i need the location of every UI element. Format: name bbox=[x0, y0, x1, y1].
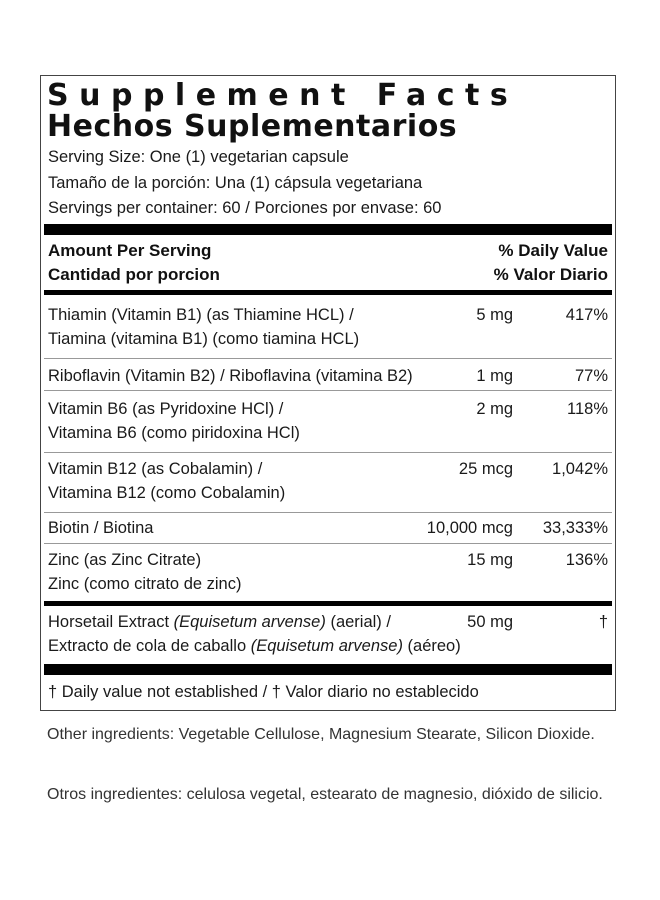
nutrient-name: Horsetail Extract (Equisetum arvense) (aerial) / Extracto de cola de caballo (Equisetum arvense) (aéreo) bbox=[48, 613, 461, 655]
other-ingredients-spanish: Otros ingredientes: celulosa vegetal, estearato de magnesio, dióxido de silicio. bbox=[47, 786, 603, 803]
nutrient-daily-value: 136% bbox=[565, 551, 608, 569]
nutrient-name: Zinc (as Zinc Citrate) Zinc (como citrato de zinc) bbox=[48, 551, 242, 593]
row-divider bbox=[44, 452, 612, 453]
cantidad-header: Cantidad por porcion bbox=[48, 265, 220, 284]
valor-diario-header: % Valor Diario bbox=[493, 265, 608, 284]
nutrient-amount: 10,000 mcg bbox=[426, 519, 513, 537]
nutrient-name: Thiamin (Vitamin B1) (as Thiamine HCL) / Tiamina (vitamina B1) (como tiamina HCL) bbox=[48, 306, 360, 348]
title-english: Supplement Facts bbox=[47, 78, 519, 113]
serving-size-spanish: Tamaño de la porción: Una (1) cápsula vegetariana bbox=[48, 174, 423, 192]
supplement-facts-panel bbox=[40, 75, 616, 711]
nutrient-name: Biotin / Biotina bbox=[48, 519, 154, 537]
medium-divider bbox=[44, 290, 612, 295]
row-divider bbox=[44, 512, 612, 513]
serving-size-english: Serving Size: One (1) vegetarian capsule bbox=[48, 148, 349, 166]
nutrient-daily-value: 1,042% bbox=[552, 460, 608, 478]
nutrient-amount: 2 mg bbox=[476, 400, 513, 418]
daily-value-header: % Daily Value bbox=[498, 241, 608, 260]
nutrient-daily-value: † bbox=[598, 613, 608, 631]
nutrient-amount: 15 mg bbox=[467, 551, 513, 569]
nutrient-daily-value: 417% bbox=[565, 306, 608, 324]
other-ingredients-english: Other ingredients: Vegetable Cellulose, Magnesium Stearate, Silicon Dioxide. bbox=[47, 726, 595, 743]
row-divider bbox=[44, 390, 612, 391]
nutrient-amount: 50 mg bbox=[467, 613, 513, 631]
thick-divider bbox=[44, 224, 612, 235]
title-spanish: Hechos Suplementarios bbox=[47, 109, 458, 144]
latin-name: (Equisetum arvense) bbox=[250, 637, 403, 655]
thick-divider bbox=[44, 664, 612, 675]
footnote: † Daily value not established / † Valor diario no establecido bbox=[48, 683, 479, 701]
nutrient-amount: 1 mg bbox=[476, 367, 513, 385]
row-divider bbox=[44, 358, 612, 359]
nutrient-name: Riboflavin (Vitamin B2) / Riboflavina (vitamina B2) bbox=[48, 367, 413, 385]
nutrient-name: Vitamin B12 (as Cobalamin) / Vitamina B12 (como Cobalamin) bbox=[48, 460, 286, 502]
servings-per-container: Servings per container: 60 / Porciones por envase: 60 bbox=[48, 199, 442, 217]
nutrient-amount: 25 mcg bbox=[458, 460, 513, 478]
amount-per-serving-header: Amount Per Serving bbox=[48, 241, 212, 260]
latin-name: (Equisetum arvense) bbox=[173, 613, 326, 631]
row-divider bbox=[44, 543, 612, 544]
nutrient-daily-value: 33,333% bbox=[542, 519, 608, 537]
nutrient-name: Vitamin B6 (as Pyridoxine HCl) / Vitamina B6 (como piridoxina HCl) bbox=[48, 400, 300, 442]
nutrient-amount: 5 mg bbox=[476, 306, 513, 324]
nutrient-daily-value: 118% bbox=[567, 400, 608, 418]
medium-divider bbox=[44, 601, 612, 606]
nutrient-daily-value: 77% bbox=[574, 367, 608, 385]
